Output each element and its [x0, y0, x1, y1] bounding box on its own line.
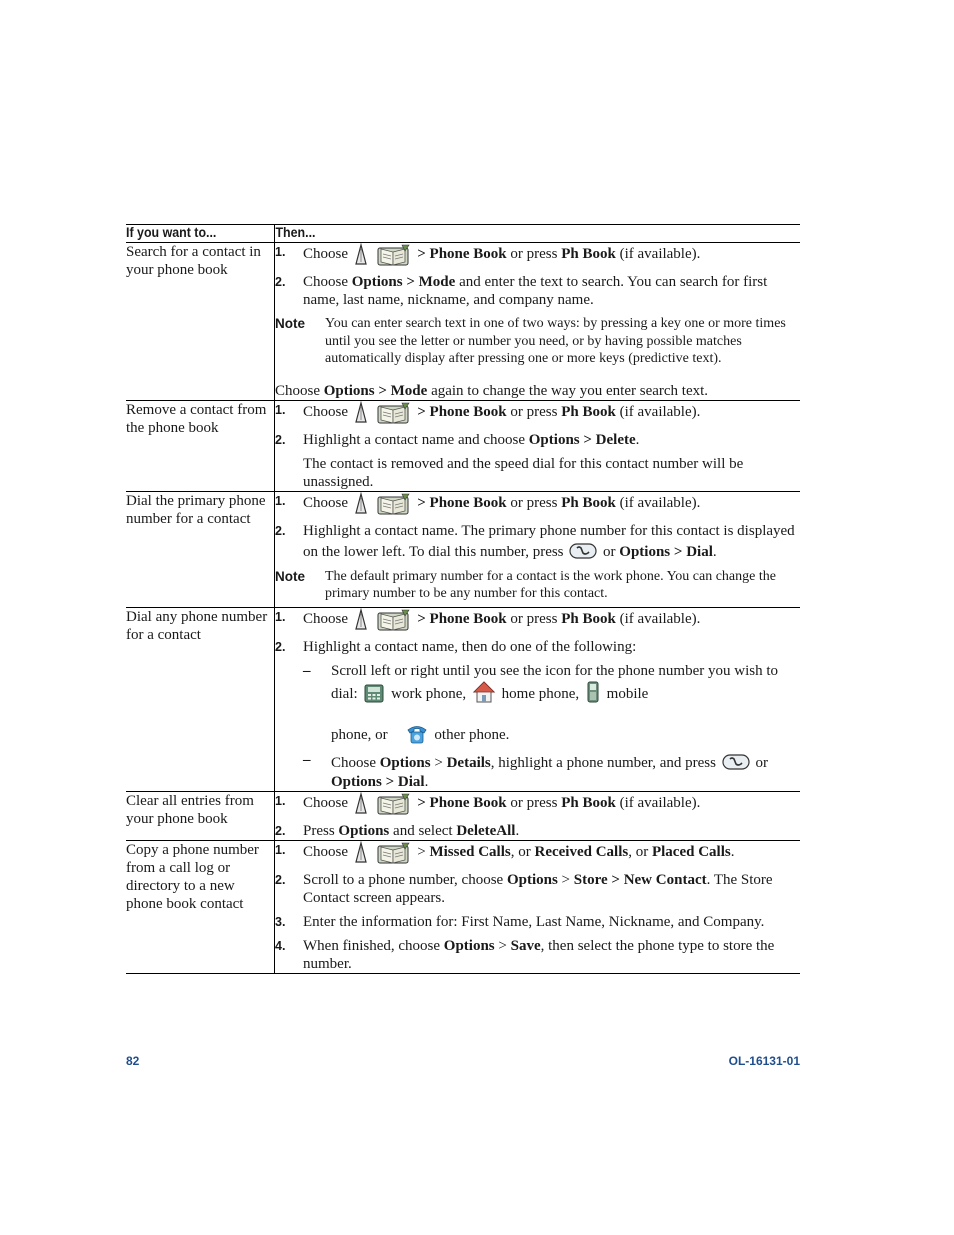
step-1: 1. Choose > Phone Book or press Ph Book (if available). [275, 401, 800, 425]
table-row-remove-contact [126, 400, 800, 491]
task-steps [275, 607, 801, 791]
directories-book-icon [376, 792, 412, 816]
step-1: 1. Choose > Phone Book or press Ph Book (if available). [275, 243, 800, 267]
phone-book-table [126, 224, 800, 974]
table-header-row [126, 225, 800, 243]
work-phone-icon [363, 682, 385, 704]
other-phone-icon [405, 723, 429, 745]
mobile-phone-icon [585, 680, 601, 704]
table-row-dial-any [126, 607, 800, 791]
step-1: 1. Choose > Missed Calls, or Received Calls, or Placed Calls. [275, 841, 800, 865]
navigation-key-icon [354, 608, 368, 632]
task-steps [275, 840, 801, 973]
directories-book-icon [376, 492, 412, 516]
navigation-key-icon [354, 492, 368, 516]
step-2: 2. Highlight a contact name. The primary phone number for this contact is displayed on the lower left. To dial this number, press or Options > Dial. [275, 522, 795, 560]
note-label: Note [275, 316, 305, 331]
task-label: Search for a contact in your phone book [126, 243, 275, 401]
step-2: 2. Press Options and select DeleteAll. [275, 822, 520, 839]
navigation-key-icon [354, 841, 368, 865]
task-label: Clear all entries from your phone book [126, 791, 275, 840]
column-header-want: If you want to... [126, 225, 263, 243]
navigation-key-icon [354, 792, 368, 816]
note-label: Note [275, 568, 305, 584]
document-id: OL-16131-01 [728, 1054, 800, 1068]
table-row-clear-all [126, 791, 800, 840]
step-2-detail: The contact is removed and the speed dial for this contact number will be unassigned. [303, 455, 744, 490]
navigation-key-icon [354, 243, 368, 267]
send-key-icon [569, 540, 597, 562]
sub-option-details: – Choose Options > Details, highlight a phone number, and press or Options > Dial. [303, 751, 768, 790]
step-4: 4. When finished, choose Options > Save, then select the phone type to store the number. [275, 937, 775, 972]
step-2: 2. Highlight a contact name, then do one of the following: [275, 638, 637, 655]
step-2: 2. Scroll to a phone number, choose Options > Store > New Contact. The Store Contact screen appears. [275, 871, 773, 906]
mode-toggle-text: Choose Options > Mode again to change the way you enter search text. [275, 382, 709, 399]
step-1: 1. Choose > Phone Book or press Ph Book (if available). [275, 608, 800, 632]
task-label: Dial any phone number for a contact [126, 607, 275, 791]
directories-book-icon [376, 401, 412, 425]
home-phone-icon [472, 680, 496, 704]
send-key-icon [722, 751, 750, 773]
page-number: 82 [126, 1054, 140, 1068]
directories-book-icon [376, 608, 412, 632]
task-label: Copy a phone number from a call log or directory to a new phone book contact [126, 840, 275, 973]
step-2: 2. Highlight a contact name and choose Options > Delete. [275, 431, 640, 448]
navigation-key-icon [354, 401, 368, 425]
note-text: The default primary number for a contact is the work phone. You can change the primary number to be any number for this contact. [325, 568, 776, 601]
step-1: 1. Choose > Phone Book or press Ph Book (if available). [275, 492, 800, 516]
column-header-then: Then... [275, 225, 758, 243]
directories-book-icon [376, 243, 412, 267]
task-label: Remove a contact from the phone book [126, 400, 275, 491]
task-steps [275, 243, 801, 401]
note-block [275, 315, 800, 368]
step-1: 1. Choose > Phone Book or press Ph Book (if available). [275, 792, 800, 816]
task-steps [275, 791, 801, 840]
sub-option-scroll: – Scroll left or right until you see the icon for the phone number you wish to dial: work phone, home phone, mobile phone, or other phone. [303, 662, 778, 743]
task-steps [275, 400, 801, 491]
task-label: Dial the primary phone number for a contact [126, 491, 275, 607]
step-3: 3. Enter the information for: First Name, Last Name, Nickname, and Company. [275, 913, 765, 930]
note-text: You can enter search text in one of two ways: by pressing a key one or more times until you see the letter or number you need, or by having possible matches automatically display after pressing one or more keys (predictive text). [325, 316, 786, 366]
table-row-copy-number [126, 840, 800, 973]
task-steps [275, 491, 801, 607]
table-row-dial-primary [126, 491, 800, 607]
table-row-search-contact [126, 243, 800, 401]
directories-book-icon [376, 841, 412, 865]
note-block [275, 568, 800, 603]
step-2: 2. Choose Options > Mode and enter the text to search. You can search for first name, last name, nickname, and company name. [275, 274, 768, 308]
